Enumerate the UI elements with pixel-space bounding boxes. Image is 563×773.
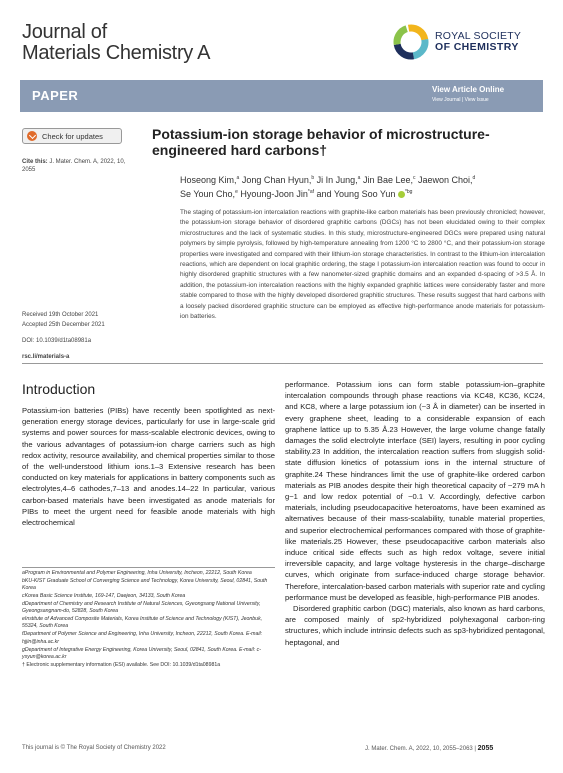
affiliation: eInstitute of Advanced Composite Materials, Korea Institute of Science and Technology (KIST), Jeonbuk, 55324, South Korea	[22, 616, 263, 630]
affiliations	[22, 570, 275, 670]
cite-text: J. Mater. Chem. A, 2022, 10, 2055	[22, 159, 126, 173]
affiliation: fDepartment of Polymer Science and Engineering, Inha University, Incheon, 22212, South Korea. E-mail: hjjin@inha.ac.kr	[22, 631, 263, 645]
author-name[interactable]: and Young Soo Yun	[314, 189, 396, 199]
check-for-updates-button[interactable]	[22, 128, 122, 144]
author-affil: b	[311, 175, 315, 181]
view-journal-issue-links[interactable]: View Journal | View Issue	[432, 97, 489, 103]
body-paragraph: Potassium-ion batteries (PIBs) have recently been spotlighted as next-generation energy storage devices, particularly for use in large-scale grid systems and power sources for mass-scalable electronic devices, owing to the various advantages of potassium-ion charge carriers such as high redox activity, resource availability, and chemical properties similar to those of the well-understood lithium ions.1–3 Extensive research has been conducted on key materials for applications in battery components such as electrolytes,4–6 cathodes,7–13 and anodes.14–22 In particular, various carbon-based materials have been investigated as anode materials for PIBs to meet the urgent need for feasible anode materials with high electrochemical	[22, 406, 275, 528]
author-name[interactable]: Ji In Jung,	[314, 175, 358, 185]
doi[interactable]: DOI: 10.1039/d1ta08981a	[22, 338, 92, 344]
footer-copyright: This journal is © The Royal Society of Chemistry 2022	[22, 745, 166, 751]
author-affil: *af	[307, 189, 315, 195]
affiliation: gDepartment of Integrative Energy Engineering, Korea University, Seoul, 02841, South Korea. E-mail: c-ysyun@korea.ac.kr	[22, 646, 261, 660]
publisher-line1: ROYAL SOCIETY	[435, 30, 522, 42]
author-affil: c	[413, 175, 416, 181]
publisher-line2-wrap	[435, 42, 521, 53]
received-date: Received 19th October 2021	[22, 312, 99, 318]
accepted-date: Accepted 25th December 2021	[22, 322, 105, 328]
author-affil: a	[357, 175, 361, 181]
publisher-logo[interactable]	[393, 20, 543, 64]
affiliation: cKorea Basic Science Institute, 169-147, Daejeon, 34133, South Korea	[22, 593, 186, 600]
article-dates	[22, 310, 137, 362]
article-title: Potassium-ion storage behavior of microstructure-engineered hard carbons†	[152, 126, 490, 158]
body-paragraph: performance. Potassium ions can form stable potassium-ion–graphite intercalation compounds through phase reactions via KC48, KC36, KC24, and KC8, where a large potassium ion (~3 Å in diameter) can be inserted in every graphene sheet, leading to a considerable expansion of each graphene lattice up to 5.35 Å.23 However, the large volume change fatally damages the solid electrolyte interface (SEI) layers, resulting in poor cycling stability.23 In addition, the intercalation reaction suffers from sluggish solid-state diffusion kinetics of potassium ions in the internal structure of graphite.24 These hindrances limit the use of graphite-like ordered carbon materials as PIB anodes despite their high theoretical capacity of ~279 mA h g−1 and low redox potential of ~0.1 V. Accordingly, defective carbon materials, including pseudocapacitive heteroatoms, have been examined as alternatives because of their mass-scalability, tunable material properties, and superior electrochemical performances compared with those of graphite-like materials.25 However, these pseudocapacitive carbon materials also induce critical side effects such as high redox voltage, severe initial irreversible capacity, and large voltage hysteresis in the charge–discharge curves, which originate from surface-induced charge storage behavior. Therefore, intercalation-based carbon materials with superior rate and cycling performance must be developed as feasible, high-performance PIB anodes.	[285, 380, 546, 602]
body-left-column	[22, 405, 275, 528]
body-paragraph: Disordered graphitic carbon (DGC) materials, also known as hard carbons, are composed mainly of sp2-hybridized polyhexagonal carbon-ring structures, which include intrinsic defects such as sp3-hybridized pentagonal, heptagonal, and	[285, 604, 545, 647]
author-name[interactable]: Jong Chan Hyun,	[239, 175, 312, 185]
footer-citation-text: J. Mater. Chem. A, 2022, 10, 2055–2063	[365, 746, 473, 752]
citation	[22, 158, 132, 174]
check-updates-label: Check for updates	[42, 131, 103, 141]
esi-note[interactable]: † Electronic supplementary information (ESI) available. See DOI: 10.1039/d1ta08981a	[22, 661, 221, 668]
publisher-name	[435, 31, 521, 53]
author-name[interactable]: Hoseong Kim,	[180, 175, 237, 185]
check-updates-icon	[27, 131, 37, 141]
abstract-divider	[22, 363, 543, 364]
author-name[interactable]: Hyoung-Joon Jin	[237, 189, 308, 199]
journal-name-line2: Materials Chemistry A	[22, 42, 211, 64]
abstract: The staging of potassium-ion intercalation reactions with graphite-like carbon materials has been previously chronicled; however, the potassium-ion storage behavior of disordered graphitic carbons (DGCs) has not been elucidated owing to their complex microstructures and the lack of systematic studies. In this study, microstructure-engineered DGCs were prepared using natural polymers by simple pyrolysis, followed by high-temperature annealing from 1200 °C to 2800 °C, and their potassium-ion storage properties were investigated and compared with their lithium-ion storage characteristics. In contrast to the lithium-ion intercalation reactions, which are dependent on local graphitic ordering, the stage I potassium-ion intercalation reaction was found to occur in highly disordered graphitic structures with a few nanometer-sized graphitic domains and an expanded d-spacing of >3.5 Å. In addition, the potassium-ion intercalation reactions with the highly expanded graphitic lattices were considerably faster and more stable compared to those with the highly developed disordered graphitic structures. These results suggest that hard carbons with a loosely packed disordered graphitic structure can be employed as effective high-performance anode materials for potassium-ion batteries.	[180, 209, 545, 321]
footer-citation: J. Mater. Chem. A, 2022, 10, 2055–2063 | 2055	[365, 745, 494, 752]
author-list	[180, 172, 550, 200]
author-name[interactable]: Jaewon Choi,	[415, 175, 473, 185]
affiliation: aProgram in Environmental and Polymer Engineering, Inha University, Incheon, 22212, South Korea	[22, 570, 252, 576]
rsc-logo-icon	[393, 24, 429, 60]
author-affil: a	[236, 175, 240, 181]
author-name[interactable]: Se Youn Cho,	[180, 189, 236, 199]
publisher-line2: OF CHEMISTRY	[435, 41, 519, 53]
affiliation: dDepartment of Chemistry and Research Institute of Natural Sciences, Gyeongsang National University, Gyeongsangnam-do, 52828, South Korea	[22, 600, 261, 615]
journal-name	[22, 22, 210, 64]
author-affil: d	[472, 175, 476, 181]
affiliation: bKU-KIST Graduate School of Converging Science and Technology, Korea University, Seoul, 02841, South Korea	[22, 577, 268, 592]
orcid-icon[interactable]	[398, 191, 405, 198]
journal-name-line1: Journal of	[22, 21, 107, 43]
article-type-label: PAPER	[32, 88, 79, 103]
rsc-link[interactable]: rsc.li/materials-a	[22, 354, 70, 360]
body-right-column	[285, 379, 545, 648]
author-name[interactable]: Jin Bae Lee,	[360, 175, 413, 185]
section-heading-introduction: Introduction	[22, 381, 96, 397]
page-number: 2055	[477, 745, 494, 752]
cite-label: Cite this:	[22, 159, 48, 165]
view-article-online-link[interactable]: View Article Online	[432, 85, 505, 94]
affiliations-divider	[22, 567, 275, 568]
author-affil: e	[235, 189, 238, 195]
author-affil: *bg	[404, 189, 413, 195]
